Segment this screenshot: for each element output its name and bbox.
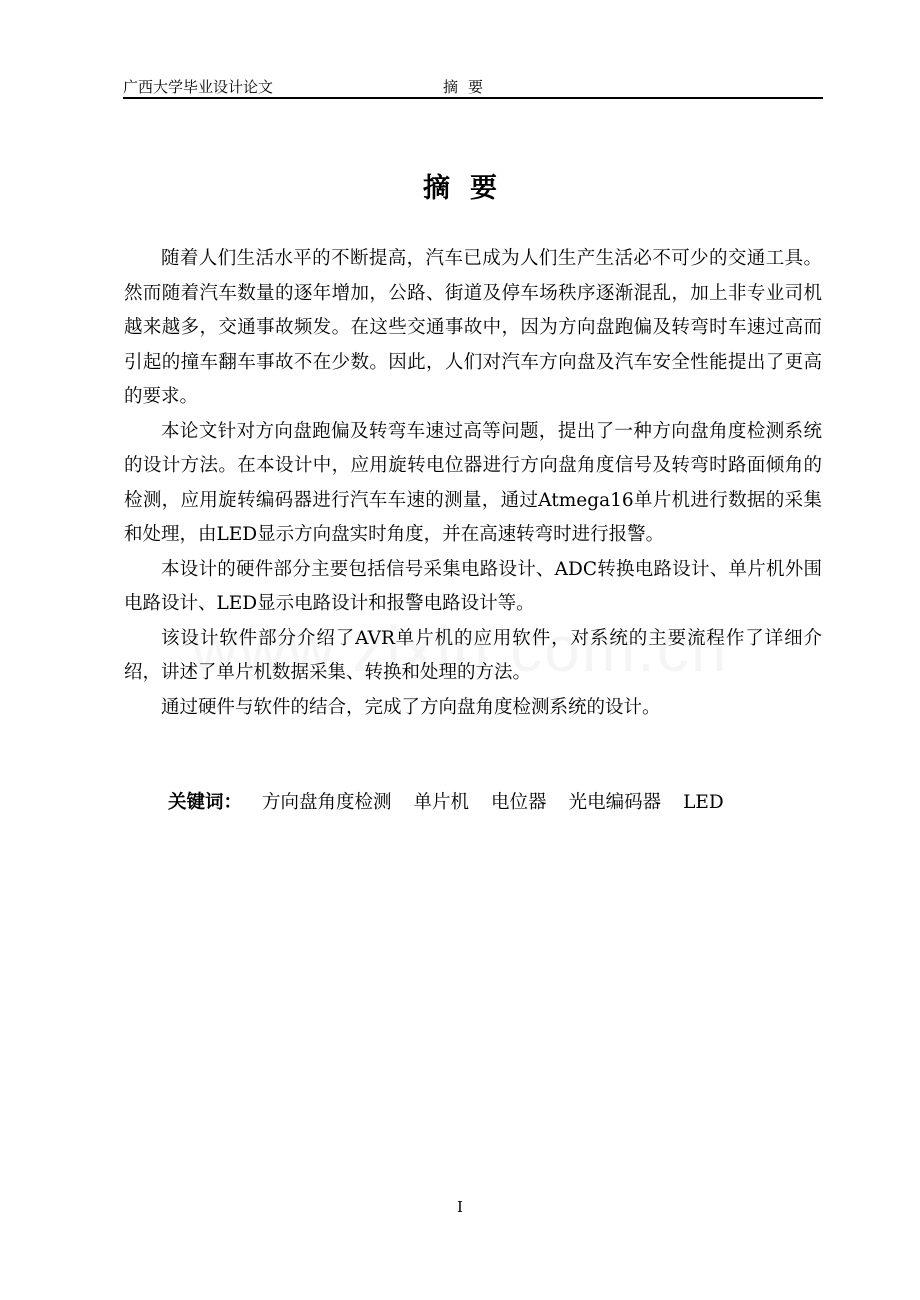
abstract-paragraph-3: 本设计的硬件部分主要包括信号采集电路设计、ADC转换电路设计、单片机外围电路设计、LED显示电路设计和报警电路设计等。 (124, 558, 822, 614)
keyword-item: 单片机 (413, 792, 470, 813)
running-header (123, 74, 823, 98)
header-school-title: 广西大学毕业设计论文 (123, 78, 274, 96)
abstract-paragraph-2: 本论文针对方向盘跑偏及转弯车速过高等问题，提出了一种方向盘角度检测系统的设计方法。在本设计中，应用旋转电位器进行方向盘角度信号及转弯时路面倾角的检测，应用旋转编码器进行汽车车速的测量，通过Atmega16单片机进行数据的采集和处理，由LED显示方向盘实时角度，并在高速转弯时进行报警。 (124, 420, 822, 545)
keywords-line (168, 788, 808, 818)
abstract-paragraph-5: 通过硬件与软件的结合，完成了方向盘角度检测系统的设计。 (161, 696, 661, 718)
abstract-paragraph-4: 该设计软件部分介绍了AVR单片机的应用软件，对系统的主要流程作了详细介绍，讲述了单片机数据采集、转换和处理的方法。 (124, 627, 822, 683)
keyword-item: 光电编码器 (568, 792, 662, 813)
keywords-label: 关键词： (168, 792, 243, 813)
keyword-item: 方向盘角度检测 (262, 792, 392, 813)
page-title: 摘要 (423, 173, 517, 204)
header-divider (123, 97, 823, 99)
keyword-item: 电位器 (491, 792, 547, 813)
header-section-title: 摘要 (443, 78, 494, 96)
abstract-paragraph-1: 随着人们生活水平的不断提高，汽车已成为人们生产生活必不可少的交通工具。然而随着汽车数量的逐年增加，公路、街道及停车场秩序逐渐混乱，加上非专业司机越来越多，交通事故频发。在这些交通事故中，因为方向盘跑偏及转弯时车速过高而引起的撞车翻车事故不在少数。因此，人们对汽车方向盘及汽车安全性能提出了更高的要求。 (124, 248, 822, 407)
watermark (0, 612, 920, 686)
page-number: I (457, 1198, 463, 1216)
keyword-item: LED (683, 792, 724, 813)
